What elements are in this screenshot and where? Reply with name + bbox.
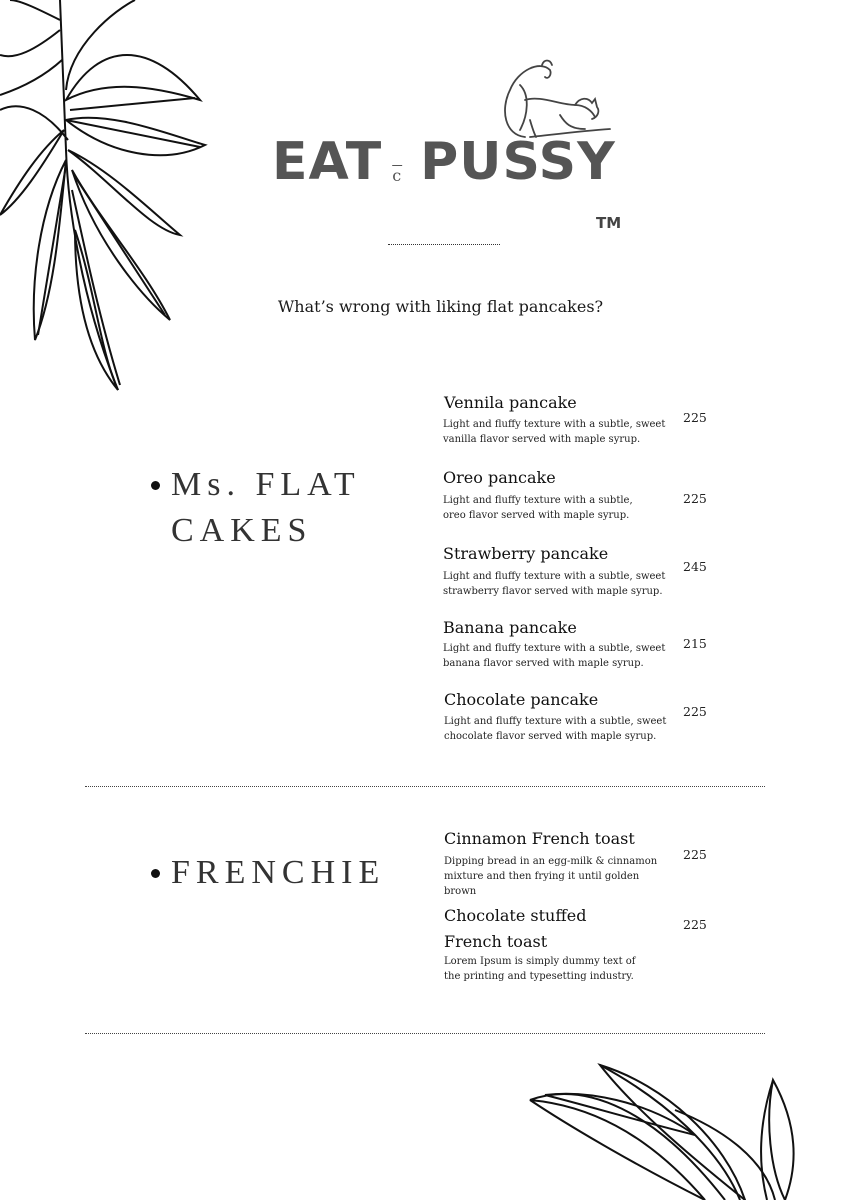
menu-item-price: 225 [683, 847, 707, 862]
brand-underline [388, 244, 500, 245]
menu-item-name: Cinnamon French toast [444, 829, 635, 848]
leaf-illustration-bottom-right [525, 1060, 849, 1200]
menu-item-description: Light and fluffy texture with a subtle, oreo flavor served with maple syrup. [443, 495, 633, 521]
menu-item-price: 245 [683, 559, 707, 574]
menu-item-description: Light and fluffy texture with a subtle, sweet strawberry flavor served with maple syrup. [443, 571, 666, 597]
tagline: What’s wrong with liking flat pancakes? [277, 297, 604, 316]
menu-item-price: 225 [683, 704, 707, 719]
menu-item-name: Oreo pancake [443, 468, 556, 487]
trademark-symbol: TM [596, 214, 622, 232]
menu-item-name: Banana pancake [443, 618, 577, 637]
bullet-icon [151, 869, 160, 878]
brand-name [272, 132, 616, 192]
section-divider [85, 1033, 765, 1034]
menu-item-price: 215 [683, 636, 707, 651]
section-title-line-1: FRENCHIE [171, 854, 386, 891]
brand-connector: $\overline{c}$ [392, 166, 403, 185]
menu-item-price: 225 [683, 491, 707, 506]
menu-item-name: Vennila pancake [444, 393, 577, 412]
brand-word-1: EAT [272, 132, 383, 192]
menu-item-description: Lorem Ipsum is simply dummy text of the printing and typesetting industry. [444, 956, 636, 982]
bullet-icon [151, 481, 160, 490]
menu-item-price: 225 [683, 917, 707, 932]
menu-item-name: Strawberry pancake [443, 544, 609, 563]
menu-item-description: Dipping bread in an egg-milk & cinnamon mixture and then frying it until golden brown [444, 856, 658, 897]
brand-word-2: PUSSY [420, 132, 616, 192]
menu-item-name: Chocolate stuffed French toast [444, 906, 587, 951]
menu-item-description: Light and fluffy texture with a subtle, sweet banana flavor served with maple syrup. [443, 643, 666, 669]
leaf-illustration-top-left [0, 0, 215, 395]
menu-item-description: Light and fluffy texture with a subtle, sweet chocolate flavor served with maple syrup. [444, 716, 667, 742]
section-divider [85, 786, 765, 787]
section-title-line-2: CAKES [171, 512, 313, 549]
menu-item-description: Light and fluffy texture with a subtle, sweet vanilla flavor served with maple syrup. [443, 419, 666, 445]
menu-item-price: 225 [683, 410, 707, 425]
menu-item-name: Chocolate pancake [444, 690, 599, 709]
section-title-line-1: Ms. FLAT [171, 466, 361, 503]
